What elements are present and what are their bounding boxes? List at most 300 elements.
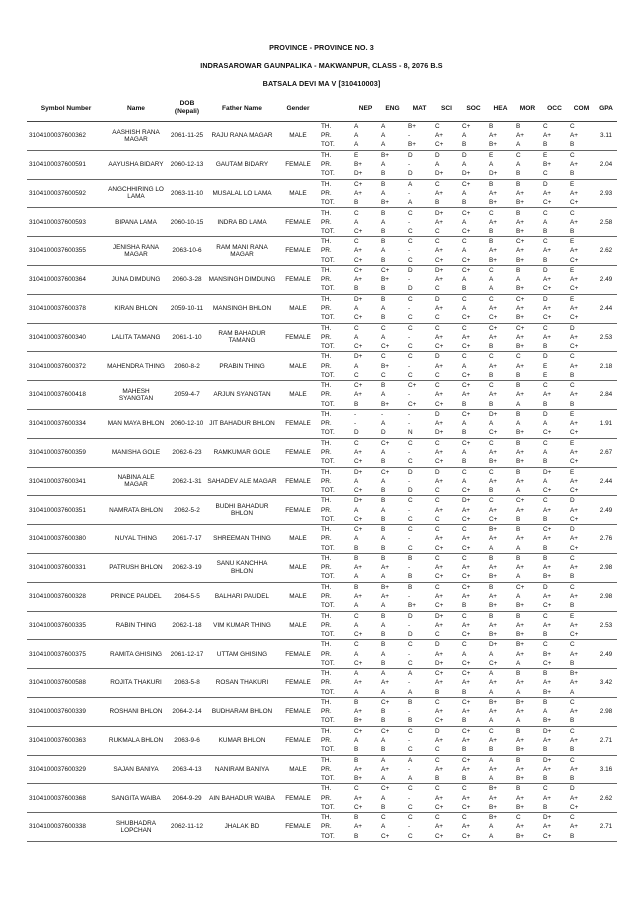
eng-grade: A [381, 161, 386, 169]
mat-grade-cell [406, 582, 433, 611]
nep-grade: D+ [354, 497, 363, 505]
sci-grade: C [435, 583, 440, 591]
hea-grade: A [489, 688, 494, 696]
com-grade: C [570, 123, 575, 131]
sci-grade: A+ [435, 650, 443, 658]
hea-grade: A+ [489, 564, 497, 572]
occ-grade: A+ [543, 276, 551, 284]
soc-grade: B [462, 775, 467, 783]
mor-grade: A [516, 141, 521, 149]
hea-grade-cell [487, 122, 514, 151]
mat-grade: - [408, 823, 411, 831]
soc-grade: A+ [462, 708, 470, 716]
hea-grade: A+ [489, 621, 497, 629]
com-grade: C+ [570, 314, 579, 322]
grade-type-label: PR. [321, 765, 332, 773]
table-row [27, 582, 617, 611]
com-grade-cell [568, 352, 595, 381]
eng-grade: B [381, 555, 386, 563]
occ-grade: C+ [543, 487, 552, 495]
mat-grade-cell [406, 553, 433, 582]
eng-grade: A [381, 391, 386, 399]
grade-type-cell [319, 323, 352, 352]
col-sci: SCI [433, 95, 460, 122]
mat-grade-cell [406, 496, 433, 525]
mor-grade: B [516, 209, 521, 217]
mat-grade: C [408, 458, 413, 466]
mat-grade-cell [406, 150, 433, 179]
nep-grade: C+ [354, 227, 363, 235]
mat-grade-cell [406, 179, 433, 208]
mat-grade: C [408, 238, 413, 246]
symbol-number-cell: 3104100037600341 [27, 467, 105, 496]
mor-grade: B [516, 670, 521, 678]
nep-grade: B+ [354, 161, 362, 169]
com-grade-cell [568, 122, 595, 151]
hea-grade: A+ [489, 247, 497, 255]
occ-grade-cell [541, 467, 568, 496]
mat-grade: C [408, 343, 413, 351]
soc-grade: C+ [462, 209, 471, 217]
mat-grade: - [408, 679, 411, 687]
com-grade: C+ [570, 429, 579, 437]
hea-grade: C [489, 295, 494, 303]
mat-grade: - [408, 708, 411, 716]
father-name-cell: SHREEMAN THING [207, 525, 277, 554]
col-mor: MOR [514, 95, 541, 122]
mat-grade: D [408, 487, 413, 495]
dob-cell: 2062-5-2 [167, 496, 207, 525]
soc-grade-cell [460, 265, 487, 294]
com-grade: A+ [570, 477, 578, 485]
table-row [27, 409, 617, 438]
sci-grade: C [435, 382, 440, 390]
occ-grade-cell [541, 294, 568, 323]
mor-grade-cell [514, 582, 541, 611]
hea-grade: B+ [489, 803, 497, 811]
occ-grade: B [543, 803, 548, 811]
table-row [27, 611, 617, 640]
soc-grade: C+ [462, 544, 471, 552]
hea-grade: B [489, 238, 494, 246]
soc-grade-cell [460, 323, 487, 352]
symbol-number-cell: 3104100037600362 [27, 122, 105, 151]
hea-grade: A+ [489, 477, 497, 485]
mat-grade-cell [406, 697, 433, 726]
eng-grade: A [381, 247, 386, 255]
grade-type-label: TOT. [321, 515, 335, 523]
eng-grade: B [381, 803, 386, 811]
sci-grade: A+ [435, 132, 443, 140]
eng-grade: C [381, 814, 386, 822]
mor-grade: C [516, 814, 521, 822]
soc-grade: C+ [462, 123, 471, 131]
gpa-cell: 2.49 [595, 640, 617, 669]
hea-grade: B [489, 583, 494, 591]
grade-type-label: PR. [321, 737, 332, 745]
nep-grade-cell [352, 669, 379, 698]
mor-grade-cell [514, 496, 541, 525]
father-name-cell: SANU KANCHHA BHLON [207, 553, 277, 582]
mor-grade: C+ [516, 295, 525, 303]
com-grade: B [570, 227, 575, 235]
occ-grade-cell [541, 640, 568, 669]
hea-grade: A [489, 775, 494, 783]
soc-grade: C [462, 612, 467, 620]
hea-grade-cell [487, 697, 514, 726]
gender-cell: FEMALE [277, 237, 319, 266]
gender-cell: MALE [277, 122, 319, 151]
mor-grade: A+ [516, 506, 524, 514]
occ-grade: A+ [543, 679, 551, 687]
nep-grade: A+ [354, 823, 362, 831]
col-nep: NEP [352, 95, 379, 122]
sci-grade: C+ [435, 544, 444, 552]
mat-grade: - [408, 420, 411, 428]
student-name-cell: JUNA DIMDUNG [105, 265, 167, 294]
hea-grade-cell [487, 381, 514, 410]
sci-grade: C [435, 526, 440, 534]
occ-grade: E [543, 371, 548, 379]
com-grade-cell [568, 755, 595, 784]
nep-grade: A [354, 535, 359, 543]
grade-type-label: PR. [321, 132, 332, 140]
mat-grade: C [408, 497, 413, 505]
sci-grade-cell [433, 467, 460, 496]
nep-grade: D+ [354, 170, 363, 178]
hea-grade-cell [487, 237, 514, 266]
nep-grade: C+ [354, 180, 363, 188]
col-eng: ENG [379, 95, 406, 122]
com-grade-cell [568, 525, 595, 554]
grade-type-cell [319, 208, 352, 237]
nep-grade: B [354, 756, 359, 764]
mor-grade: B [516, 555, 521, 563]
dob-cell: 2061-11-25 [167, 122, 207, 151]
eng-grade: A+ [381, 564, 389, 572]
mat-grade: - [408, 564, 411, 572]
eng-grade: B [381, 180, 386, 188]
nep-grade-cell [352, 208, 379, 237]
table-row [27, 150, 617, 179]
nep-grade: A+ [354, 765, 362, 773]
grade-type-cell [319, 669, 352, 698]
table-row [27, 467, 617, 496]
grade-type-cell [319, 582, 352, 611]
eng-grade: A [381, 573, 386, 581]
mor-grade: B+ [516, 631, 524, 639]
mor-grade: C [516, 353, 521, 361]
occ-grade: B [543, 515, 548, 523]
sci-grade: C [435, 756, 440, 764]
occ-grade: B [543, 458, 548, 466]
grade-type-label: TOT. [321, 141, 335, 149]
symbol-number-cell: 3104100037600363 [27, 726, 105, 755]
nep-grade: B [354, 832, 359, 840]
grade-type-cell [319, 611, 352, 640]
mat-grade-cell [406, 813, 433, 842]
soc-grade: A+ [462, 333, 470, 341]
eng-grade: C+ [381, 727, 390, 735]
nep-grade: B [354, 555, 359, 563]
nep-grade-cell [352, 784, 379, 813]
eng-grade: A [381, 305, 386, 313]
grade-type-label: PR. [321, 535, 332, 543]
eng-grade: B [381, 497, 386, 505]
occ-grade: A [543, 708, 548, 716]
occ-grade: A+ [543, 621, 551, 629]
hea-grade: A [489, 823, 494, 831]
sci-grade: B [435, 775, 440, 783]
grade-type-label: TH. [321, 555, 332, 563]
mor-grade: B+ [516, 832, 524, 840]
sci-grade: D [435, 295, 440, 303]
com-grade: A+ [570, 247, 578, 255]
mat-grade: B [408, 555, 413, 563]
occ-grade-cell [541, 755, 568, 784]
mat-grade: C [408, 803, 413, 811]
nep-grade: C+ [354, 458, 363, 466]
mor-grade: A [516, 420, 521, 428]
com-grade: B [570, 717, 575, 725]
grade-type-cell [319, 438, 352, 467]
gpa-cell: 2.98 [595, 697, 617, 726]
father-name-cell: MANSINGH DIMDUNG [207, 265, 277, 294]
nep-grade: C+ [354, 515, 363, 523]
occ-grade: D+ [543, 756, 552, 764]
eng-grade-cell [379, 611, 406, 640]
soc-grade: A+ [462, 535, 470, 543]
hea-grade: A [489, 670, 494, 678]
com-grade-cell [568, 697, 595, 726]
sci-grade: C [435, 180, 440, 188]
soc-grade: A+ [462, 737, 470, 745]
com-grade: B [570, 170, 575, 178]
hea-grade-cell [487, 553, 514, 582]
grade-type-label: PR. [321, 276, 332, 284]
nep-grade-cell [352, 467, 379, 496]
student-name-cell: SANGITA WAIBA [105, 784, 167, 813]
table-row [27, 323, 617, 352]
grade-type-label: PR. [321, 449, 332, 457]
dob-cell: 2060-12-10 [167, 409, 207, 438]
grade-type-label: TOT. [321, 429, 335, 437]
mat-grade: C [408, 371, 413, 379]
sci-grade: A [435, 161, 440, 169]
soc-grade-cell [460, 697, 487, 726]
nep-grade: C [354, 209, 359, 217]
mor-grade: A+ [516, 621, 524, 629]
results-body [27, 122, 617, 842]
hea-grade: C [489, 382, 494, 390]
eng-grade: B [381, 314, 386, 322]
sci-grade: A+ [435, 794, 443, 802]
mat-grade-cell [406, 265, 433, 294]
table-row [27, 755, 617, 784]
soc-grade: C [462, 238, 467, 246]
table-row [27, 669, 617, 698]
father-name-cell: VIM KUMAR THING [207, 611, 277, 640]
nep-grade: A [354, 650, 359, 658]
sci-grade: C [435, 227, 440, 235]
com-grade: A+ [570, 132, 578, 140]
mat-grade: C [408, 727, 413, 735]
mor-grade: A+ [516, 247, 524, 255]
grade-type-label: TH. [321, 439, 332, 447]
eng-grade: B [381, 256, 386, 264]
grade-type-label: TH. [321, 411, 332, 419]
hea-grade: D+ [489, 170, 498, 178]
gender-cell: FEMALE [277, 438, 319, 467]
student-name-cell: RAMITA GHISING [105, 640, 167, 669]
com-grade: A+ [570, 391, 578, 399]
eng-grade-cell [379, 237, 406, 266]
sci-grade-cell [433, 726, 460, 755]
mat-grade: - [408, 391, 411, 399]
gender-cell: MALE [277, 611, 319, 640]
mor-grade: A+ [516, 362, 524, 370]
eng-grade-cell [379, 467, 406, 496]
nep-grade: A [354, 362, 359, 370]
soc-grade: C+ [462, 256, 471, 264]
nep-grade: C [354, 785, 359, 793]
gender-cell: MALE [277, 381, 319, 410]
student-name-cell: MAN MAYA BHLON [105, 409, 167, 438]
mat-grade: C [408, 227, 413, 235]
gpa-cell: 3.11 [595, 122, 617, 151]
hea-grade: D+ [489, 411, 498, 419]
mor-grade: B [516, 756, 521, 764]
com-grade-cell [568, 582, 595, 611]
occ-grade: D [543, 180, 548, 188]
hea-grade: A [489, 756, 494, 764]
grade-type-cell [319, 813, 352, 842]
mor-grade: A [516, 573, 521, 581]
com-grade-cell [568, 438, 595, 467]
mat-grade: B [408, 699, 413, 707]
mor-grade-cell [514, 669, 541, 698]
nep-grade: C+ [354, 659, 363, 667]
symbol-number-cell: 3104100037600335 [27, 611, 105, 640]
grade-type-label: PR. [321, 794, 332, 802]
eng-grade: B [381, 717, 386, 725]
nep-grade-cell [352, 813, 379, 842]
hea-grade: B+ [489, 631, 497, 639]
nep-grade: B [354, 544, 359, 552]
mor-grade: B [516, 785, 521, 793]
mor-grade: B [516, 526, 521, 534]
mor-grade-cell [514, 525, 541, 554]
grade-type-cell [319, 525, 352, 554]
soc-grade: A+ [462, 794, 470, 802]
com-grade: A+ [570, 218, 578, 226]
mor-grade: B [516, 468, 521, 476]
occ-grade: B [543, 256, 548, 264]
occ-grade-cell [541, 525, 568, 554]
nep-grade: A [354, 506, 359, 514]
nep-grade: A+ [354, 391, 362, 399]
eng-grade: B [381, 170, 386, 178]
eng-grade-cell [379, 813, 406, 842]
eng-grade: A [381, 189, 386, 197]
eng-grade: - [381, 411, 384, 419]
sci-grade-cell [433, 669, 460, 698]
mor-grade-cell [514, 467, 541, 496]
com-grade: A+ [570, 305, 578, 313]
mat-grade: C [408, 641, 413, 649]
soc-grade: A [462, 218, 467, 226]
hea-grade: A [489, 544, 494, 552]
occ-grade-cell [541, 438, 568, 467]
mor-grade: B+ [516, 227, 524, 235]
soc-grade: C+ [462, 573, 471, 581]
sci-grade: C+ [435, 602, 444, 610]
occ-grade: D+ [543, 727, 552, 735]
grade-type-label: TH. [321, 180, 332, 188]
nep-grade-cell [352, 525, 379, 554]
eng-grade: B+ [381, 276, 389, 284]
sci-grade-cell [433, 294, 460, 323]
results-table [27, 95, 617, 842]
sci-grade: A+ [435, 708, 443, 716]
nep-grade: C [354, 641, 359, 649]
com-grade: A+ [570, 161, 578, 169]
com-grade-cell [568, 640, 595, 669]
nep-grade: A+ [354, 189, 362, 197]
hea-grade: A [489, 285, 494, 293]
grade-type-label: PR. [321, 621, 332, 629]
symbol-number-cell: 3104100037600378 [27, 294, 105, 323]
mor-grade: B [516, 515, 521, 523]
dob-cell: 2064-9-29 [167, 784, 207, 813]
dob-cell: 2062-1-31 [167, 467, 207, 496]
gender-cell: MALE [277, 525, 319, 554]
gender-cell: FEMALE [277, 496, 319, 525]
nep-grade: A [354, 132, 359, 140]
sci-grade: A+ [435, 333, 443, 341]
father-name-cell: AIN BAHADUR WAIBA [207, 784, 277, 813]
mat-grade-cell [406, 381, 433, 410]
dob-cell: 2064-5-5 [167, 582, 207, 611]
soc-grade: B [462, 746, 467, 754]
hea-grade: A [489, 161, 494, 169]
com-grade: A+ [570, 506, 578, 514]
sci-grade: C [435, 515, 440, 523]
hea-grade: A+ [489, 708, 497, 716]
symbol-number-cell: 3104100037600340 [27, 323, 105, 352]
com-grade: E [570, 411, 575, 419]
sci-grade: C+ [435, 803, 444, 811]
gpa-cell: 2.44 [595, 294, 617, 323]
col-soc: SOC [460, 95, 487, 122]
soc-grade-cell [460, 755, 487, 784]
grade-type-label: TOT. [321, 602, 335, 610]
mat-grade: - [408, 362, 411, 370]
hea-grade-cell [487, 813, 514, 842]
grade-type-label: TH. [321, 324, 332, 332]
com-grade: E [570, 468, 575, 476]
nep-grade: C+ [354, 256, 363, 264]
com-grade: C [570, 756, 575, 764]
com-grade: C+ [570, 256, 579, 264]
nep-grade-cell [352, 122, 379, 151]
mor-grade: B+ [516, 641, 524, 649]
mor-grade: B+ [516, 699, 524, 707]
grade-type-label: TH. [321, 295, 332, 303]
gender-cell: FEMALE [277, 813, 319, 842]
occ-grade: C [543, 785, 548, 793]
hea-grade: B [489, 227, 494, 235]
